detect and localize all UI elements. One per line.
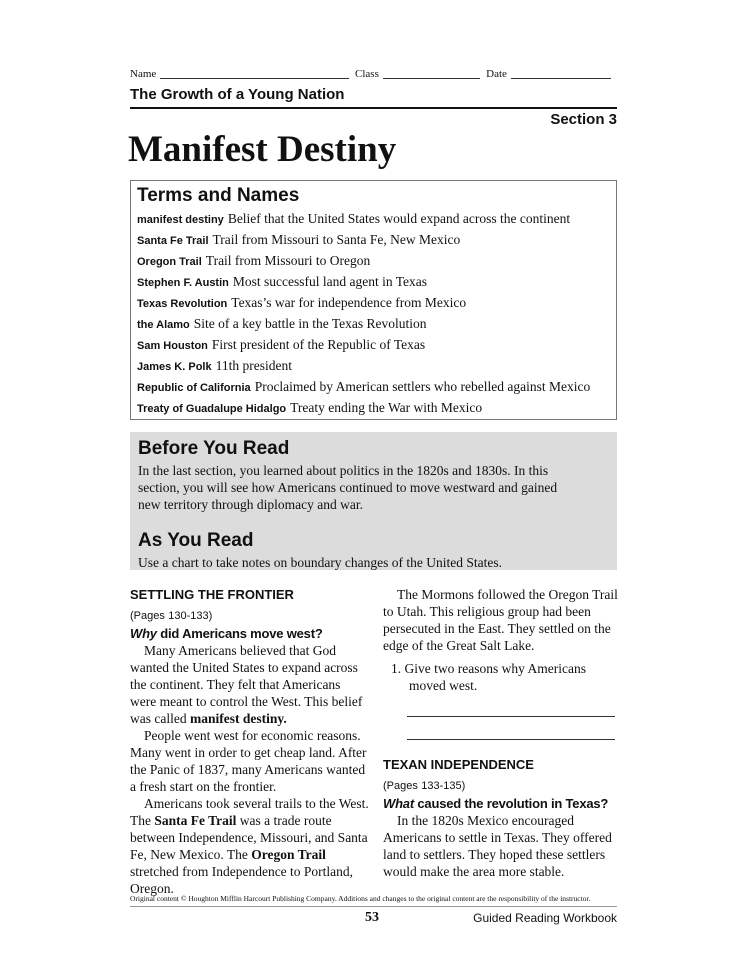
page-title: Manifest Destiny bbox=[128, 129, 397, 170]
before-text: In the last section, you learned about politics in the 1820s and 1830s. In this section, you will see how Americans continued to move westward and gained new territory through diplomacy and war. bbox=[138, 463, 558, 512]
term-definition: Trail from Missouri to Oregon bbox=[205, 253, 371, 268]
right-column bbox=[383, 586, 623, 880]
class-label: Class bbox=[355, 68, 379, 80]
section-heading: SETTLING THE FRONTIER bbox=[130, 587, 294, 602]
date-label: Date bbox=[486, 68, 507, 80]
term-item bbox=[137, 295, 466, 311]
term-text: Santa Fe Trail bbox=[154, 813, 237, 828]
pages-reference bbox=[130, 606, 370, 625]
term-name: Sam Houston bbox=[137, 340, 208, 352]
term-name: Santa Fe Trail bbox=[137, 235, 209, 247]
as-you-read-box bbox=[130, 524, 617, 570]
term-text: Oregon Trail bbox=[251, 847, 326, 862]
term-name: Treaty of Guadalupe Hidalgo bbox=[137, 403, 287, 415]
term-name: manifest destiny bbox=[137, 214, 224, 226]
term-definition: Belief that the United States would expand across the continent bbox=[227, 211, 571, 226]
answer-line-2[interactable] bbox=[407, 738, 615, 740]
before-you-read-box bbox=[130, 432, 617, 524]
term-name: James K. Polk bbox=[137, 361, 212, 373]
question-text: caused the revolution in Texas? bbox=[413, 796, 609, 811]
term-definition: First president of the Republic of Texas bbox=[211, 337, 426, 352]
term-name: Oregon Trail bbox=[137, 256, 202, 268]
text: was a trade route between Independence, Missouri, and Santa Fe, New Mexico. The bbox=[130, 813, 368, 862]
term-item bbox=[137, 400, 482, 416]
term-name: the Alamo bbox=[137, 319, 190, 331]
class-field[interactable] bbox=[383, 68, 480, 79]
term-name: Texas Revolution bbox=[137, 298, 228, 310]
as-text: Use a chart to take notes on boundary changes of the United States. bbox=[138, 555, 503, 570]
section-number: Section 3 bbox=[550, 111, 617, 128]
student-info-line bbox=[130, 68, 617, 80]
term-definition: Treaty ending the War with Mexico bbox=[290, 400, 483, 415]
term-item bbox=[137, 253, 370, 269]
term-item bbox=[137, 274, 427, 290]
term-definition: Site of a key battle in the Texas Revolution bbox=[193, 316, 427, 331]
paragraph: The Mormons followed the Oregon Trail to Utah. This religious group had been persecuted in the East. They settled on the edge of the Great Salt Lake. bbox=[383, 587, 618, 653]
left-column bbox=[130, 586, 370, 897]
question-word: What bbox=[383, 796, 414, 811]
before-heading: Before You Read bbox=[138, 438, 290, 459]
term-definition: 11th president bbox=[215, 358, 292, 373]
pages-range: 130-133) bbox=[168, 610, 213, 622]
term-definition: Most successful land agent in Texas bbox=[232, 274, 428, 289]
pages-label: (Pages bbox=[130, 610, 165, 622]
text: Americans took several trails to the West. The bbox=[130, 796, 369, 828]
terms-box bbox=[130, 180, 617, 420]
term-definition: Trail from Missouri to Santa Fe, New Mexico bbox=[212, 232, 461, 247]
term-item bbox=[137, 232, 460, 248]
paragraph: In the 1820s Mexico encouraged Americans to settle in Texas. They offered land to settlers. They hoped these settlers would make the area more stable. bbox=[383, 813, 612, 879]
question-word: Why bbox=[130, 626, 157, 641]
term-item bbox=[137, 211, 570, 227]
answer-line-1[interactable] bbox=[407, 715, 615, 717]
paragraph bbox=[130, 642, 370, 727]
section-heading: TEXAN INDEPENDENCE bbox=[383, 757, 534, 772]
guiding-question bbox=[383, 795, 623, 812]
term-definition: Texas’s war for independence from Mexico bbox=[231, 295, 467, 310]
copyright-notice: Original content © Houghton Mifflin Harcourt Publishing Company. Additions and changes to the original content are the responsibility of the instructor. bbox=[130, 894, 617, 907]
term-item bbox=[137, 316, 427, 332]
term-definition: Proclaimed by American settlers who rebelled against Mexico bbox=[254, 379, 591, 394]
name-label: Name bbox=[130, 68, 157, 80]
unit-title: The Growth of a Young Nation bbox=[130, 86, 345, 103]
workbook-name: Guided Reading Workbook bbox=[473, 911, 617, 925]
question-text: did Americans move west? bbox=[156, 626, 323, 641]
pages-range: 133-135) bbox=[421, 780, 466, 792]
date-field[interactable] bbox=[511, 68, 611, 79]
pages-reference bbox=[383, 776, 623, 795]
page-number: 53 bbox=[365, 910, 379, 925]
paragraph bbox=[130, 795, 370, 897]
as-heading: As You Read bbox=[138, 530, 254, 551]
text: Many Americans believed that God wanted the United States to expand across the continent. They felt that Americans were meant to control the West. This belief was called bbox=[130, 643, 363, 726]
term-name: Republic of California bbox=[137, 382, 251, 394]
term-item bbox=[137, 358, 292, 374]
guiding-question bbox=[130, 625, 370, 642]
paragraph: People went west for economic reasons. Many went in order to get cheap land. After the Panic of 1837, many Americans wanted a fresh start on the frontier. bbox=[130, 728, 367, 794]
term-item bbox=[137, 379, 590, 395]
header-rule bbox=[130, 107, 617, 109]
question-1: 1. Give two reasons why Americans moved west. bbox=[391, 661, 586, 693]
name-field[interactable] bbox=[160, 68, 349, 79]
term-text: manifest destiny. bbox=[189, 711, 287, 726]
pages-label: (Pages bbox=[383, 780, 418, 792]
term-name: Stephen F. Austin bbox=[137, 277, 229, 289]
text: stretched from Independence to Portland, Oregon. bbox=[130, 864, 354, 896]
term-item bbox=[137, 337, 425, 353]
terms-heading: Terms and Names bbox=[137, 185, 300, 206]
